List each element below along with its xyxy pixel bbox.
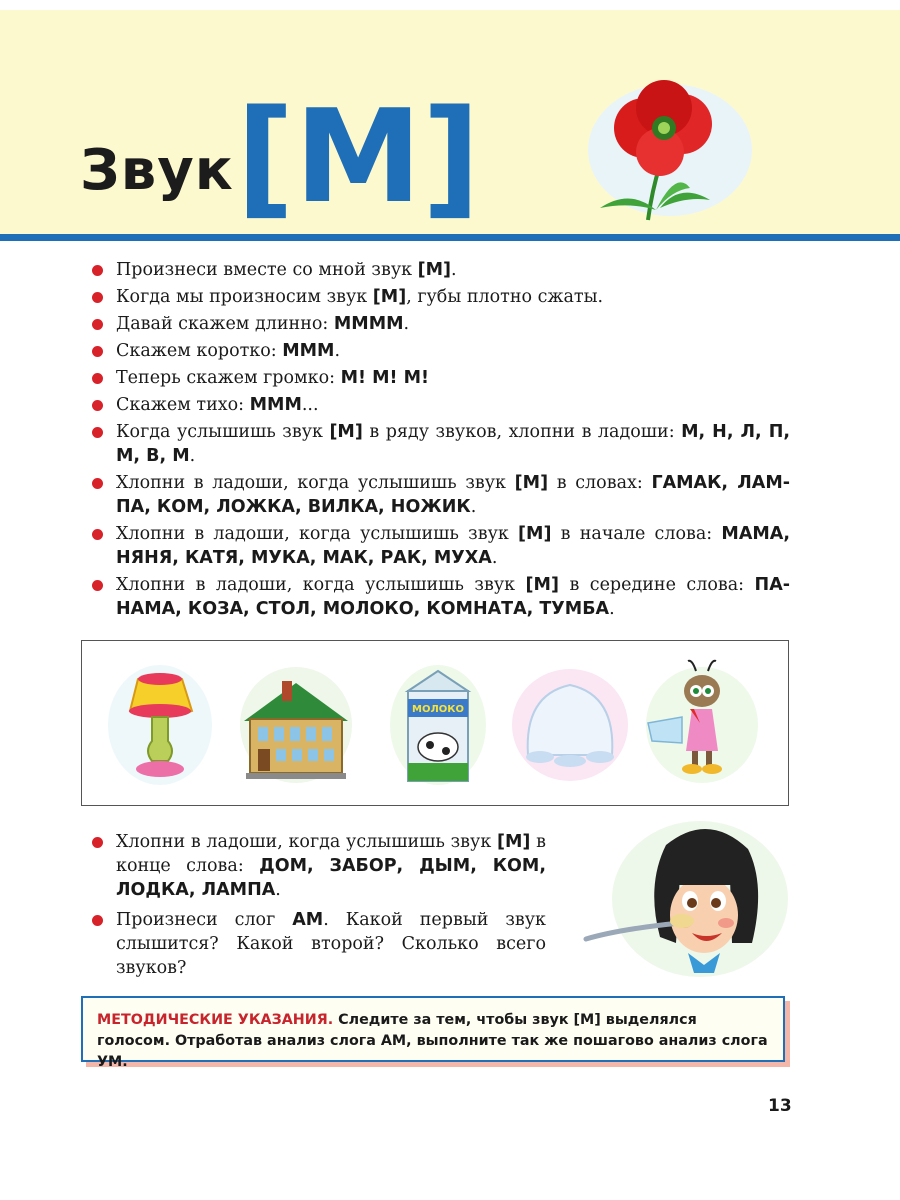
header-divider xyxy=(0,234,900,241)
bullet-dot-icon xyxy=(92,319,103,330)
house-picture xyxy=(236,651,356,791)
note-body: Следите за тем, чтобы звук [М] выделялся голосом. Отработав анализ слога АМ, выполните так же пошагово анализ слога УМ. xyxy=(97,1012,768,1070)
methodical-note xyxy=(81,996,785,1070)
bullet-dot-icon xyxy=(92,529,103,540)
list-item: Теперь скажем громко: М! М! М! xyxy=(90,366,790,390)
list-item: Хлопни в ладоши, когда услышишь звук [М] в начале слова: МАМА, НЯНЯ, КАТЯ, МУКА, МАК, РАК, МУХА. xyxy=(90,522,790,570)
bullet-dot-icon xyxy=(92,400,103,411)
lamp-picture xyxy=(100,651,220,791)
instruction-list xyxy=(90,258,790,624)
list-item: Произнеси вместе со мной звук [М]. xyxy=(90,258,790,282)
instruction-list-2 xyxy=(90,830,546,986)
fly-picture xyxy=(642,651,762,791)
note-lead: МЕТОДИЧЕСКИЕ УКАЗАНИЯ. xyxy=(97,1012,334,1028)
bullet-dot-icon xyxy=(92,346,103,357)
title-word: Звук xyxy=(80,138,234,203)
snowball-picture xyxy=(510,651,630,791)
list-item: Хлопни в ладоши, когда услышишь звук [М] в середине слова: ПА-НАМА, КОЗА, СТОЛ, МОЛОКО, КОМНАТА, ТУМБА. xyxy=(90,573,790,621)
list-item: Когда услышишь звук [М] в ряду звуков, хлопни в ладоши: М, Н, Л, П, М, В, М. xyxy=(90,420,790,468)
list-item: Хлопни в ладоши, когда услышишь звук [М] в словах: ГАМАК, ЛАМ-ПА, КОМ, ЛОЖКА, ВИЛКА, НОЖИК. xyxy=(90,471,790,519)
picture-strip xyxy=(81,640,789,806)
bullet-dot-icon xyxy=(92,915,103,926)
bullet-dot-icon xyxy=(92,265,103,276)
milk-carton-label: МОЛОКО xyxy=(412,704,464,715)
list-item: Произнеси слог АМ. Какой первый звук слышится? Какой второй? Сколько всего звуков? xyxy=(90,908,546,980)
bullet-dot-icon xyxy=(92,292,103,303)
list-item: Давай скажем длинно: ММММ. xyxy=(90,312,790,336)
milk-carton-picture xyxy=(378,651,498,791)
girl-eating-picture xyxy=(580,815,790,980)
list-item: Скажем коротко: МММ. xyxy=(90,339,790,363)
bullet-dot-icon xyxy=(92,580,103,591)
bullet-dot-icon xyxy=(92,427,103,438)
bullet-dot-icon xyxy=(92,837,103,848)
bullet-dot-icon xyxy=(92,478,103,489)
title-letter: [М] xyxy=(236,83,481,232)
bullet-dot-icon xyxy=(92,373,103,384)
page-number: 13 xyxy=(768,1096,792,1116)
list-item: Хлопни в ладоши, когда услышишь звук [М] в конце слова: ДОМ, ЗАБОР, ДЫМ, КОМ, ЛОДКА, ЛАМПА. xyxy=(90,830,546,902)
list-item: Скажем тихо: МММ... xyxy=(90,393,790,417)
list-item: Когда мы произносим звук [М], губы плотно сжаты. xyxy=(90,285,790,309)
poppy-flower-picture xyxy=(560,70,760,230)
